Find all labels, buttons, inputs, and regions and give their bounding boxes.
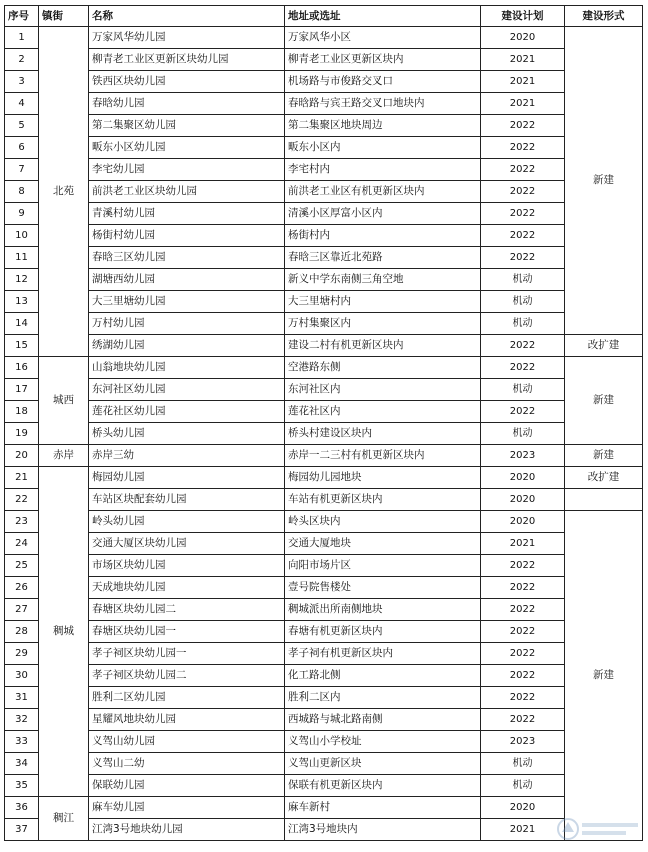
row-plan: 2022 xyxy=(481,665,565,687)
table-row xyxy=(5,159,643,181)
row-name: 万村幼儿园 xyxy=(89,313,285,335)
row-seq: 37 xyxy=(5,819,39,841)
row-plan: 2020 xyxy=(481,489,565,511)
row-address: 义驾山更新区块 xyxy=(285,753,481,775)
row-name: 春塘区块幼儿园二 xyxy=(89,599,285,621)
row-address: 李宅村内 xyxy=(285,159,481,181)
row-seq: 27 xyxy=(5,599,39,621)
row-plan: 2022 xyxy=(481,335,565,357)
row-plan: 机动 xyxy=(481,423,565,445)
row-seq: 2 xyxy=(5,49,39,71)
row-name: 义驾山幼儿园 xyxy=(89,731,285,753)
row-address: 新义中学东南侧三角空地 xyxy=(285,269,481,291)
row-name: 春晗三区幼儿园 xyxy=(89,247,285,269)
row-plan: 2020 xyxy=(481,797,565,819)
row-name: 保联幼儿园 xyxy=(89,775,285,797)
form-cell: 新建 xyxy=(565,357,643,445)
row-name: 东河社区幼儿园 xyxy=(89,379,285,401)
table-row xyxy=(5,357,643,379)
town-cell: 稠城 xyxy=(39,467,89,797)
table-row xyxy=(5,137,643,159)
row-name: 铁西区块幼儿园 xyxy=(89,71,285,93)
row-plan: 2022 xyxy=(481,621,565,643)
row-name: 山翁地块幼儿园 xyxy=(89,357,285,379)
table-row xyxy=(5,467,643,489)
row-plan: 2023 xyxy=(481,445,565,467)
row-seq: 31 xyxy=(5,687,39,709)
row-address: 空港路东侧 xyxy=(285,357,481,379)
row-address: 孝子祠有机更新区块内 xyxy=(285,643,481,665)
row-name: 绣湖幼儿园 xyxy=(89,335,285,357)
row-address: 万村集聚区内 xyxy=(285,313,481,335)
row-address: 机场路与市俊路交叉口 xyxy=(285,71,481,93)
row-seq: 21 xyxy=(5,467,39,489)
header-row xyxy=(5,6,643,27)
header-name: 名称 xyxy=(89,6,285,27)
row-plan: 2022 xyxy=(481,247,565,269)
row-seq: 36 xyxy=(5,797,39,819)
table-row xyxy=(5,247,643,269)
row-name: 莲花社区幼儿园 xyxy=(89,401,285,423)
row-plan: 2023 xyxy=(481,731,565,753)
table-row xyxy=(5,533,643,555)
row-seq: 19 xyxy=(5,423,39,445)
row-plan: 2022 xyxy=(481,225,565,247)
row-plan: 2022 xyxy=(481,555,565,577)
row-plan: 2021 xyxy=(481,819,565,841)
row-seq: 10 xyxy=(5,225,39,247)
table-row xyxy=(5,203,643,225)
row-plan: 2022 xyxy=(481,159,565,181)
row-seq: 28 xyxy=(5,621,39,643)
row-name: 李宅幼儿园 xyxy=(89,159,285,181)
header-town: 镇街 xyxy=(39,6,89,27)
row-name: 柳青老工业区更新区块幼儿园 xyxy=(89,49,285,71)
row-address: 杨街村内 xyxy=(285,225,481,247)
row-name: 胜利二区幼儿园 xyxy=(89,687,285,709)
table-row xyxy=(5,489,643,511)
row-plan: 2022 xyxy=(481,599,565,621)
row-seq: 15 xyxy=(5,335,39,357)
row-seq: 8 xyxy=(5,181,39,203)
row-seq: 20 xyxy=(5,445,39,467)
row-name: 前洪老工业区块幼儿园 xyxy=(89,181,285,203)
header-plan: 建设计划 xyxy=(481,6,565,27)
kindergarten-plan-table xyxy=(4,5,643,841)
row-seq: 13 xyxy=(5,291,39,313)
table-row xyxy=(5,313,643,335)
row-name: 天成地块幼儿园 xyxy=(89,577,285,599)
row-address: 第二集聚区地块周边 xyxy=(285,115,481,137)
header-address: 地址或选址 xyxy=(285,6,481,27)
row-address: 义驾山小学校址 xyxy=(285,731,481,753)
row-seq: 4 xyxy=(5,93,39,115)
table-row xyxy=(5,225,643,247)
table-row xyxy=(5,511,643,533)
row-name: 星耀风地块幼儿园 xyxy=(89,709,285,731)
form-cell-empty xyxy=(565,489,643,511)
row-address: 莲花社区内 xyxy=(285,401,481,423)
row-address: 建设二村有机更新区块内 xyxy=(285,335,481,357)
header-seq: 序号 xyxy=(5,6,39,27)
table-row xyxy=(5,643,643,665)
form-cell: 改扩建 xyxy=(565,335,643,357)
town-cell: 赤岸 xyxy=(39,445,89,467)
table-row xyxy=(5,775,643,797)
row-address: 江湾3号地块内 xyxy=(285,819,481,841)
table-row xyxy=(5,687,643,709)
table-row xyxy=(5,27,643,49)
row-name: 义驾山二幼 xyxy=(89,753,285,775)
table-row xyxy=(5,115,643,137)
table-row xyxy=(5,93,643,115)
row-plan: 机动 xyxy=(481,291,565,313)
row-name: 第二集聚区幼儿园 xyxy=(89,115,285,137)
row-seq: 32 xyxy=(5,709,39,731)
row-plan: 2022 xyxy=(481,203,565,225)
row-address: 西城路与城北路南侧 xyxy=(285,709,481,731)
row-address: 春晗三区靠近北苑路 xyxy=(285,247,481,269)
row-address: 东河社区内 xyxy=(285,379,481,401)
row-name: 春塘区块幼儿园一 xyxy=(89,621,285,643)
row-address: 柳青老工业区更新区块内 xyxy=(285,49,481,71)
table-row xyxy=(5,577,643,599)
table-row xyxy=(5,269,643,291)
row-name: 梅园幼儿园 xyxy=(89,467,285,489)
row-name: 青溪村幼儿园 xyxy=(89,203,285,225)
row-name: 江湾3号地块幼儿园 xyxy=(89,819,285,841)
town-cell: 北苑 xyxy=(39,27,89,357)
row-plan: 机动 xyxy=(481,775,565,797)
town-cell: 城西 xyxy=(39,357,89,445)
row-name: 孝子祠区块幼儿园一 xyxy=(89,643,285,665)
row-plan: 2021 xyxy=(481,93,565,115)
row-seq: 6 xyxy=(5,137,39,159)
row-name: 市场区块幼儿园 xyxy=(89,555,285,577)
row-seq: 30 xyxy=(5,665,39,687)
row-seq: 25 xyxy=(5,555,39,577)
row-seq: 18 xyxy=(5,401,39,423)
row-address: 稠城派出所南侧地块 xyxy=(285,599,481,621)
row-seq: 14 xyxy=(5,313,39,335)
form-cell: 新建 xyxy=(565,27,643,335)
row-seq: 9 xyxy=(5,203,39,225)
row-name: 岭头幼儿园 xyxy=(89,511,285,533)
row-seq: 22 xyxy=(5,489,39,511)
row-plan: 2022 xyxy=(481,709,565,731)
row-seq: 11 xyxy=(5,247,39,269)
row-seq: 35 xyxy=(5,775,39,797)
row-seq: 17 xyxy=(5,379,39,401)
row-address: 前洪老工业区有机更新区块内 xyxy=(285,181,481,203)
table-row xyxy=(5,423,643,445)
row-name: 车站区块配套幼儿园 xyxy=(89,489,285,511)
row-name: 万家风华幼儿园 xyxy=(89,27,285,49)
form-cell: 新建 xyxy=(565,445,643,467)
row-seq: 5 xyxy=(5,115,39,137)
row-plan: 2022 xyxy=(481,181,565,203)
row-address: 梅园幼儿园地块 xyxy=(285,467,481,489)
row-address: 春晗路与宾王路交叉口地块内 xyxy=(285,93,481,115)
row-plan: 2020 xyxy=(481,27,565,49)
row-address: 万家风华小区 xyxy=(285,27,481,49)
row-plan: 2020 xyxy=(481,467,565,489)
table-row xyxy=(5,555,643,577)
row-address: 春塘有机更新区块内 xyxy=(285,621,481,643)
row-plan: 2022 xyxy=(481,401,565,423)
form-cell: 新建 xyxy=(565,511,643,841)
table-row xyxy=(5,753,643,775)
row-address: 壹号院售楼处 xyxy=(285,577,481,599)
row-address: 车站有机更新区块内 xyxy=(285,489,481,511)
table-row xyxy=(5,599,643,621)
row-name: 湖塘西幼儿园 xyxy=(89,269,285,291)
row-name: 孝子祠区块幼儿园二 xyxy=(89,665,285,687)
row-plan: 机动 xyxy=(481,753,565,775)
table-row xyxy=(5,401,643,423)
table-row xyxy=(5,445,643,467)
row-address: 交通大厦地块 xyxy=(285,533,481,555)
watermark-logo-icon xyxy=(556,814,644,844)
row-plan: 机动 xyxy=(481,313,565,335)
table-row xyxy=(5,49,643,71)
row-seq: 16 xyxy=(5,357,39,379)
row-seq: 34 xyxy=(5,753,39,775)
row-address: 清溪小区厚富小区内 xyxy=(285,203,481,225)
table-row xyxy=(5,291,643,313)
row-plan: 2021 xyxy=(481,533,565,555)
row-name: 大三里塘幼儿园 xyxy=(89,291,285,313)
row-plan: 2021 xyxy=(481,71,565,93)
row-seq: 7 xyxy=(5,159,39,181)
row-plan: 2022 xyxy=(481,137,565,159)
table-row xyxy=(5,335,643,357)
row-name: 赤岸三幼 xyxy=(89,445,285,467)
form-cell: 改扩建 xyxy=(565,467,643,489)
row-address: 保联有机更新区块内 xyxy=(285,775,481,797)
table-row xyxy=(5,181,643,203)
row-seq: 26 xyxy=(5,577,39,599)
row-name: 桥头幼儿园 xyxy=(89,423,285,445)
table-row xyxy=(5,709,643,731)
row-plan: 2022 xyxy=(481,643,565,665)
row-plan: 2022 xyxy=(481,115,565,137)
row-address: 化工路北侧 xyxy=(285,665,481,687)
table-row xyxy=(5,621,643,643)
row-seq: 33 xyxy=(5,731,39,753)
row-seq: 29 xyxy=(5,643,39,665)
table-row xyxy=(5,819,643,841)
row-address: 桥头村建设区块内 xyxy=(285,423,481,445)
table-row xyxy=(5,797,643,819)
table-row xyxy=(5,379,643,401)
header-form: 建设形式 xyxy=(565,6,643,27)
row-plan: 2021 xyxy=(481,49,565,71)
row-plan: 2022 xyxy=(481,577,565,599)
row-address: 畈东小区内 xyxy=(285,137,481,159)
row-plan: 2020 xyxy=(481,511,565,533)
row-address: 向阳市场片区 xyxy=(285,555,481,577)
row-plan: 机动 xyxy=(481,269,565,291)
row-address: 岭头区块内 xyxy=(285,511,481,533)
table-row xyxy=(5,665,643,687)
row-name: 麻车幼儿园 xyxy=(89,797,285,819)
table-row xyxy=(5,731,643,753)
row-address: 胜利二区内 xyxy=(285,687,481,709)
row-address: 大三里塘村内 xyxy=(285,291,481,313)
row-name: 春晗幼儿园 xyxy=(89,93,285,115)
row-seq: 24 xyxy=(5,533,39,555)
row-seq: 23 xyxy=(5,511,39,533)
table-row xyxy=(5,71,643,93)
row-name: 畈东小区幼儿园 xyxy=(89,137,285,159)
row-seq: 3 xyxy=(5,71,39,93)
row-plan: 2022 xyxy=(481,357,565,379)
row-address: 麻车新村 xyxy=(285,797,481,819)
row-address: 赤岸一二三村有机更新区块内 xyxy=(285,445,481,467)
town-cell: 稠江 xyxy=(39,797,89,841)
row-name: 杨街村幼儿园 xyxy=(89,225,285,247)
row-seq: 1 xyxy=(5,27,39,49)
row-name: 交通大厦区块幼儿园 xyxy=(89,533,285,555)
row-seq: 12 xyxy=(5,269,39,291)
row-plan: 机动 xyxy=(481,379,565,401)
row-plan: 2022 xyxy=(481,687,565,709)
